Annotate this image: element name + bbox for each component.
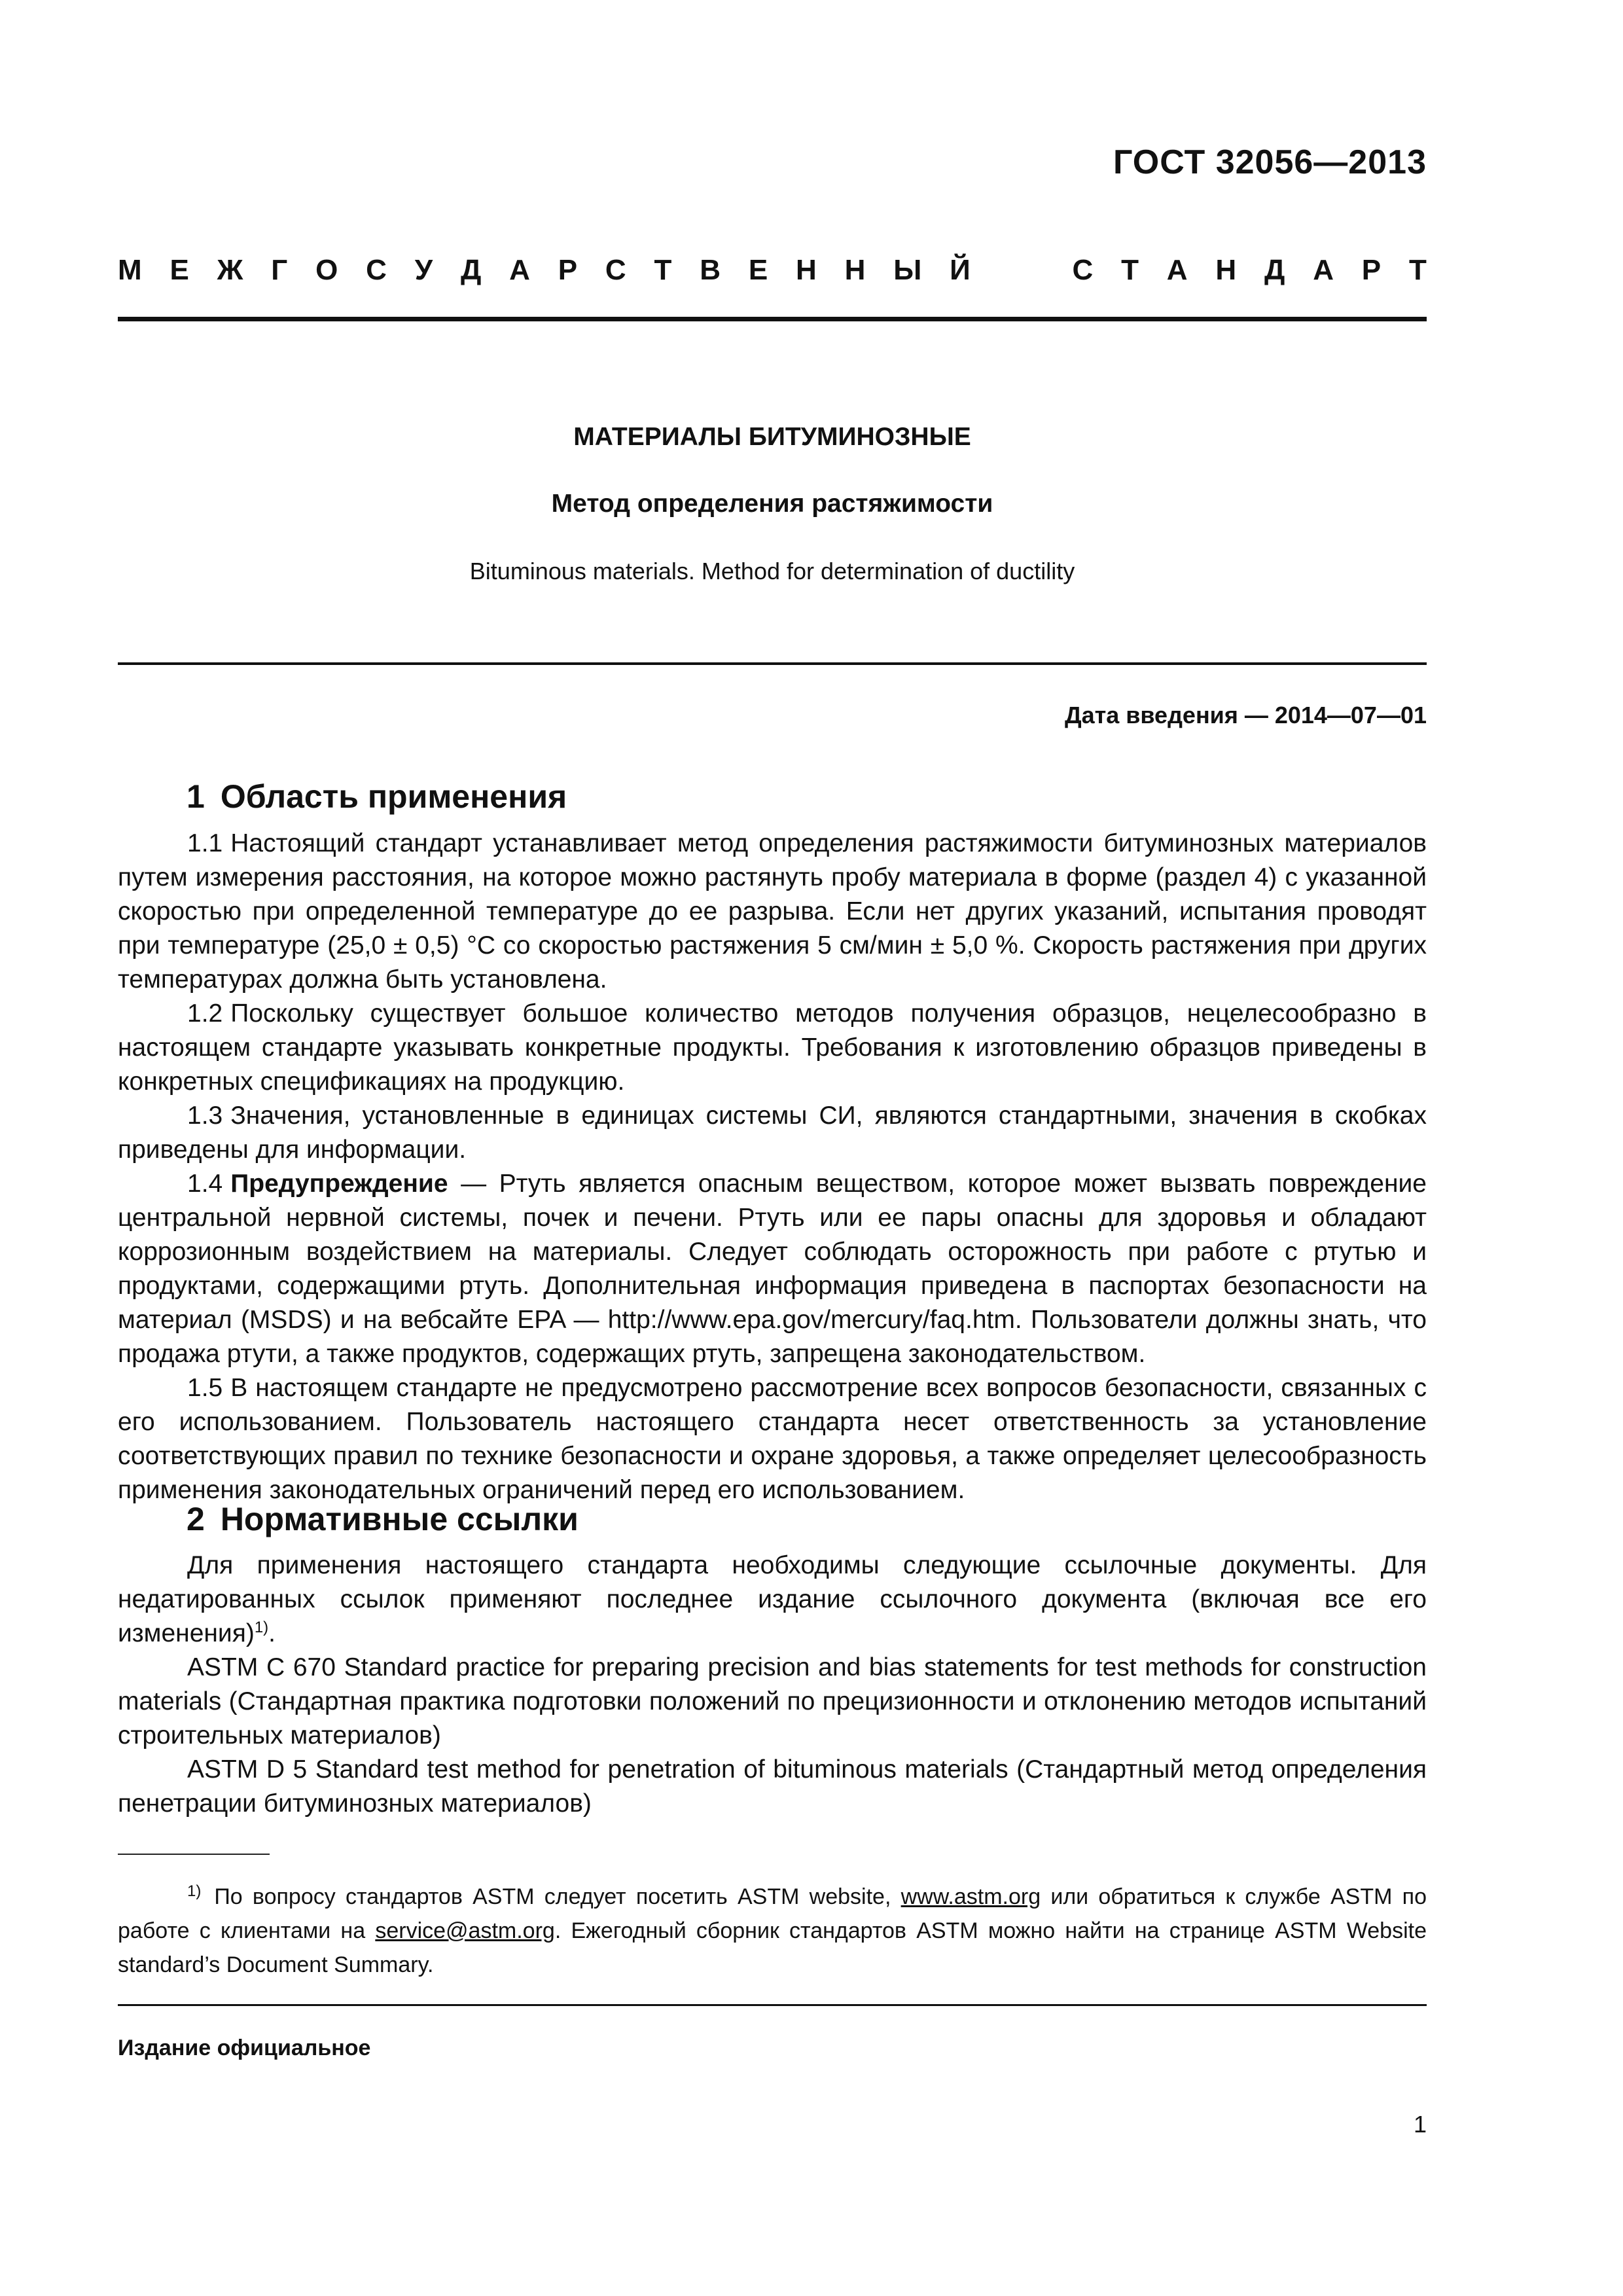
warning-label: Предупреждение [230, 1170, 448, 1198]
banner-letter: Н [1215, 254, 1237, 286]
reference-astm-d5 [118, 1753, 1427, 1821]
footnote-part: или обратиться к службе ASTM по работе с клиентами на [118, 1884, 1427, 1943]
banner-letter: Н [796, 254, 817, 286]
english-title: Bituminous materials. Method for determination of ductility [469, 558, 1075, 584]
clause-text: Настоящий стандарт устанавливает метод определения растяжимости битуминозных материалов путем измерения расстояния, на которое можно растянуть пробу материала в форме (раздел 4) с указанной скоростью при определенной температуре до ее разрыва. Если нет других указаний, испытания проводят при температуре (25,0 ± 0,5) °С со скоростью растяжения 5 см/мин ± 5,0 %. Скорость растяжения при других температурах должна быть установлена. [118, 829, 1427, 994]
period: . [268, 1619, 276, 1647]
introduction-date: Дата введения — 2014—07—01 [1064, 702, 1427, 728]
banner-letter: Е [169, 254, 189, 286]
title-divider [118, 662, 1427, 665]
document-subtitle: Метод определения растяжимости [551, 490, 993, 518]
banner-letter: Т [1121, 254, 1139, 286]
references-intro [118, 1549, 1427, 1651]
banner-letter: Й [950, 254, 971, 286]
clause-text: Значения, установленные в единицах системы СИ, являются стандартными, значения в скобках приведены для информации. [118, 1102, 1427, 1164]
footnote-ref: 1) [254, 1619, 269, 1636]
reference-text: ASTM C 670 Standard practice for preparing precision and bias statements for test methods for construction materials (Стандартная практика подготовки положений по прецизионности и отклонению методов испытаний строительных материалов) [118, 1653, 1427, 1749]
banner-letter: А [509, 254, 530, 286]
banner-letter: Ж [217, 254, 243, 286]
paragraph-1-3 [118, 1099, 1427, 1167]
banner-letter: О [315, 254, 338, 286]
paragraph-1-1 [118, 827, 1427, 997]
reference-text: ASTM D 5 Standard test method for penetration of bituminous materials (Стандартный метод определения пенетрации битуминозных материалов) [118, 1755, 1427, 1818]
reference-astm-c670 [118, 1651, 1427, 1753]
section-number: 2 [187, 1501, 205, 1537]
paragraph-1-4 [118, 1167, 1427, 1371]
section-1-body [118, 827, 1427, 1507]
banner-letter: С [366, 254, 387, 286]
footnote [118, 1880, 1427, 1982]
footnote-part: . Ежегодный сборник стандартов ASTM можно найти на странице ASTM Website standard’s Document Summary. [118, 1918, 1427, 1977]
banner-letter: Д [1264, 254, 1285, 286]
banner-letter: А [1313, 254, 1334, 286]
footnote-part: По вопросу стандартов ASTM следует посетить ASTM website, [214, 1884, 901, 1909]
banner-letter: Т [1408, 254, 1427, 286]
paragraph-1-2 [118, 997, 1427, 1099]
clause-number: 1.4 [187, 1170, 223, 1198]
paragraph-1-5 [118, 1371, 1427, 1507]
section-2-heading [187, 1500, 579, 1538]
page-number: 1 [1413, 2111, 1427, 2138]
clause-text: Для применения настоящего стандарта необходимы следующие ссылочные документы. Для недатированных ссылок применяют последнее издание ссылочного документа (включая все его изменения) [118, 1551, 1427, 1647]
banner-letter: Г [271, 254, 288, 286]
standard-type-banner [118, 254, 1427, 287]
banner-letter: Н [844, 254, 866, 286]
banner-letter: Т [654, 254, 672, 286]
section-2-body [118, 1549, 1427, 1821]
clause-number: 1.5 [187, 1374, 223, 1402]
section-1-heading [187, 778, 567, 816]
banner-letter: Ы [893, 254, 922, 286]
clause-number: 1.3 [187, 1102, 223, 1130]
banner-letter: Е [748, 254, 768, 286]
banner-letter: В [700, 254, 721, 286]
banner-letter: Р [558, 254, 578, 286]
banner-letter: Р [1361, 254, 1382, 286]
footnote-separator [118, 1854, 270, 1855]
banner-letter: С [1072, 254, 1094, 286]
document-title: МАТЕРИАЛЫ БИТУМИНОЗНЫЕ [573, 423, 971, 451]
section-title: Область применения [220, 778, 567, 815]
banner-letter: У [414, 254, 433, 286]
footnote-mark: 1) [187, 1882, 202, 1900]
banner-letter: М [118, 254, 142, 286]
astm-website-link[interactable]: www.astm.org [901, 1884, 1041, 1909]
banner-word-gap [999, 254, 1044, 287]
clause-text: — Ртуть является опасным веществом, которое может вызвать повреждение центральной нервной системы, почек и печени. Ртуть или ее пары опасны для здоровья и обладают коррозионным воздействием на материалы. Следует соблюдать осторожность при работе с ртутью и продуктами, содержащими ртуть. Дополнительная информация приведена в паспортах безопасности на материал (MSDS) и на вебсайте EPA — http://www.epa.gov/mercury/faq.htm. Пользователи должны знать, что продажа ртути, а также продуктов, содержащих ртуть, запрещена законодательством. [118, 1170, 1427, 1368]
banner-letter: Д [460, 254, 482, 286]
standard-code: ГОСТ 32056—2013 [1113, 143, 1427, 181]
clause-number: 1.1 [187, 829, 223, 857]
clause-number: 1.2 [187, 999, 223, 1028]
footnote-text [118, 1880, 1427, 1982]
banner-letter: А [1166, 254, 1188, 286]
clause-text: В настоящем стандарте не предусмотрено рассмотрение всех вопросов безопасности, связанных с его использованием. Пользователь настоящего стандарта несет ответственность за установление соответствующих правил по технике безопасности и охране здоровья, а также определяет целесообразность применения законодательных ограничений перед его использованием. [118, 1374, 1427, 1504]
footer-divider [118, 2004, 1427, 2006]
official-edition-label: Издание официальное [118, 2036, 371, 2060]
clause-text: Поскольку существует большое количество методов получения образцов, нецелесообразно в настоящем стандарте указывать конкретные продукты. Требования к изготовлению образцов приведены в конкретных спецификациях на продукцию. [118, 999, 1427, 1096]
header-divider [118, 317, 1427, 321]
section-number: 1 [187, 778, 205, 815]
banner-letter: С [605, 254, 626, 286]
section-title: Нормативные ссылки [220, 1501, 579, 1537]
astm-service-email-link[interactable]: service@astm.org [375, 1918, 555, 1943]
